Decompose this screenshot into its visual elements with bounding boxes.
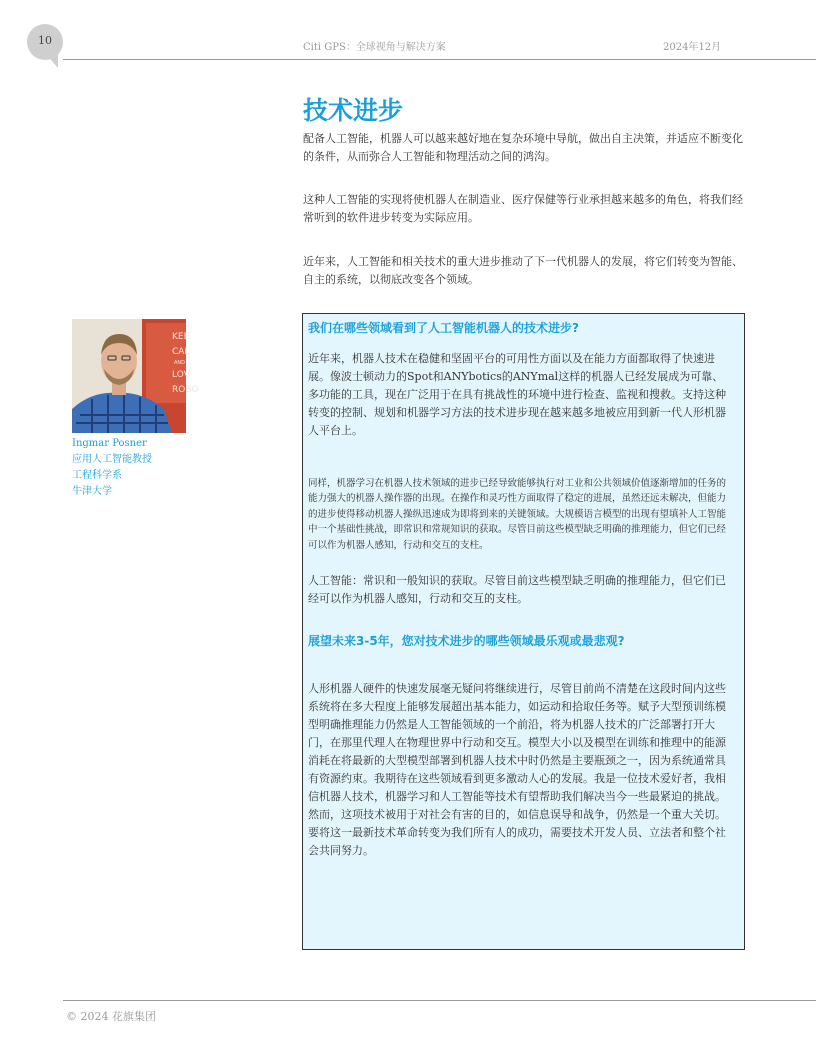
poster-text-3: AND <box>174 360 186 366</box>
profile-photo <box>72 319 199 433</box>
footer-rule <box>63 1000 816 1001</box>
page-number-badge-tail <box>44 52 58 68</box>
header-rule <box>63 59 816 60</box>
header-date: 2024年12月 <box>663 42 722 53</box>
intro-paragraph-2: 这种人工智能的实现将使机器人在制造业、医疗保健等行业承担越来越多的角色，将我们经常听到的软件进步转变为实际应用。 <box>303 193 743 224</box>
poster-text-4: LOV <box>172 370 190 380</box>
poster-text-5: ROBO <box>172 385 199 395</box>
poster-text-2: CAL <box>172 347 190 357</box>
qa-box <box>302 313 745 950</box>
answer-1-paragraph-3: 人工智能：常识和一般知识的获取。尽管目前这些模型缺乏明确的推理能力，但它们已经可以作为机器人感知，行动和交互的支柱。 <box>308 574 726 605</box>
answer-2: 人形机器人硬件的快速发展毫无疑问将继续进行，尽管目前尚不清楚在这段时间内这些系统将在多大程度上能够发展超出基本能力，如运动和拾取任务等。赋予大型预训练模型明确推理能力仍然是人工智能领域的一个前沿，将为机器人技术的广泛部署打开大门，在那里代理人在物理世界中行动和交互。模型大小以及模型在训练和推理中的能源消耗在将最新的大型模型部署到机器人技术中时仍然是主要瓶颈之一，因为系统通常具有资源约束。我期待在这些领域看到更多激动人心的发展。我是一位技术爱好者，我相信机器人技术，机器学习和人工智能等技术有望帮助我们解决当今一些最紧迫的挑战。然而，这项技术被用于对社会有害的目的，如信息误导和战争，仍然是一个重大关切。要将这一最新技术革命转变为我们所有人的成功，需要技术开发人员、立法者和整个社会共同努力。 <box>308 682 726 857</box>
profile-caption <box>72 436 152 500</box>
profile-institution: 牛津大学 <box>72 486 112 497</box>
profile-name: Ingmar Posner <box>72 438 147 449</box>
profile-department: 工程科学系 <box>72 470 122 481</box>
answer-1-paragraph-1: 近年来，机器人技术在稳健和坚固平台的可用性方面以及在能力方面都取得了快速进展。像波士顿动力的Spot和ANYbotics的ANYmal这样的机器人已经发展成为可靠、多功能的工具，现在广泛用于在具有挑战性的环境中进行检查、监视和搜救。支持这种转变的控制、规划和机器学习方法的技术进步现在越来越多地被应用到新一代人形机器人平台上。 <box>308 352 726 437</box>
page-number: 10 <box>38 34 52 47</box>
footer-copyright: © 2024 花旗集团 <box>66 1010 156 1023</box>
answer-1-paragraph-2: 同样，机器学习在机器人技术领域的进步已经导致能够执行对工业和公共领域价值逐渐增加的任务的能力强大的机器人操作器的出现。在操作和灵巧性方面取得了稳定的进展，虽然还远未解决，但能力的进步使得移动机器人操纵迅速成为即将到来的关键领域。大规模语言模型的出现有望填补人工智能中一个基础性挑战，即常识和常规知识的获取。尽管目前这些模型缺乏明确的推理能力，但它们已经可以作为机器人感知，行动和交互的支柱。 <box>308 478 727 551</box>
profile-title: 应用人工智能教授 <box>72 454 152 465</box>
question-2: 展望未来3-5年，您对技术进步的哪些领域最乐观或最悲观? <box>308 634 625 648</box>
header-title: Citi GPS：全球视角与解决方案 <box>303 42 446 53</box>
intro-paragraph-1: 配备人工智能，机器人可以越来越好地在复杂环境中导航，做出自主决策，并适应不断变化的条件，从而弥合人工智能和物理活动之间的鸿沟。 <box>303 132 743 163</box>
poster-text-1: KEE <box>172 332 190 342</box>
page-title: 技术进步 <box>303 96 404 125</box>
intro-paragraph-3: 近年来，人工智能和相关技术的重大进步推动了下一代机器人的发展，将它们转变为智能、自主的系统，以彻底改变各个领域。 <box>303 255 743 286</box>
question-1: 我们在哪些领域看到了人工智能机器人的技术进步? <box>308 321 579 335</box>
